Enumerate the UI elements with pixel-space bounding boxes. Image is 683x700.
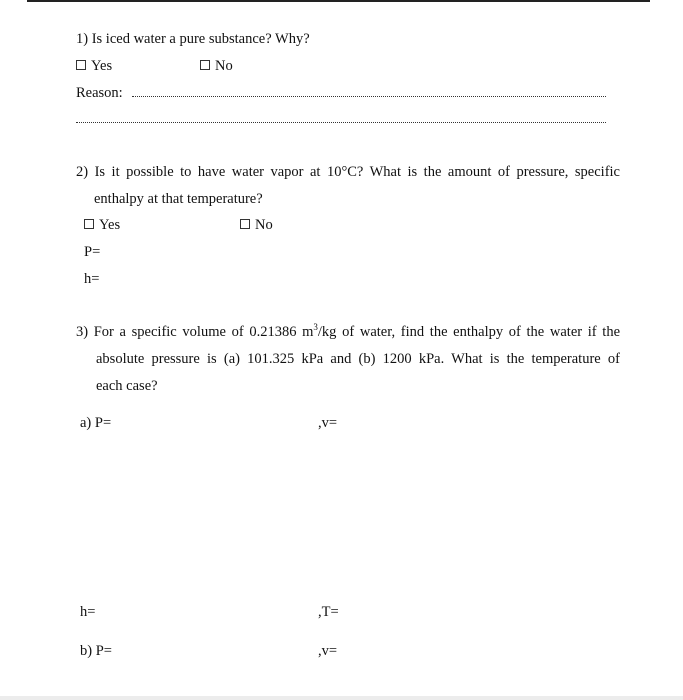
q3-a-volume-label: ,v= (318, 415, 338, 431)
q3-cubic-superscript: 3 (313, 322, 318, 333)
q3-a-pressure-label: a) P= (80, 415, 112, 431)
q2-question-line-1: 2) Is it possible to have water vapor at 10°C? What is the amount of pressure, specific (76, 164, 620, 180)
q1-reason-line-1[interactable] (132, 96, 606, 97)
q2-pressure-label: P= (84, 244, 101, 260)
q2-no-option[interactable] (240, 216, 273, 234)
q3-question-line-2: absolute pressure is (a) 101.325 kPa and (b) 1200 kPa. What is the temperature of (96, 351, 620, 367)
q3-line-1-start: 3) For a specific volume of 0.21386 m (76, 324, 314, 340)
q2-enthalpy-label: h= (84, 271, 100, 287)
q1-reason-line-2[interactable] (76, 122, 606, 123)
q2-yes-label: Yes (99, 217, 121, 233)
q3-line-1-end: /kg of water, find the enthalpy of the water if the (317, 324, 621, 340)
q2-yes-option[interactable] (84, 216, 120, 234)
checkbox-icon[interactable] (200, 60, 210, 70)
top-border-line (27, 0, 650, 2)
q3-a-enthalpy-label: h= (80, 604, 96, 620)
q2-no-label: No (255, 217, 273, 233)
q3-question-line-3: each case? (96, 378, 158, 394)
checkbox-icon[interactable] (76, 60, 86, 70)
q3-a-temperature-label: ,T= (318, 604, 339, 620)
q3-b-pressure-label: b) P= (80, 643, 112, 659)
checkbox-icon[interactable] (84, 219, 94, 229)
q3-b-volume-label: ,v= (318, 643, 338, 659)
q3-question-line-1 (76, 323, 620, 341)
q1-yes-option[interactable] (76, 57, 112, 75)
q2-question-line-2: enthalpy at that temperature? (94, 191, 263, 207)
q1-yes-label: Yes (91, 58, 113, 74)
bottom-page-edge (0, 696, 683, 700)
q1-question: 1) Is iced water a pure substance? Why? (76, 31, 310, 47)
q1-no-option[interactable] (200, 57, 233, 75)
checkbox-icon[interactable] (240, 219, 250, 229)
q1-no-label: No (215, 58, 233, 74)
q1-reason-label: Reason: (76, 85, 123, 101)
